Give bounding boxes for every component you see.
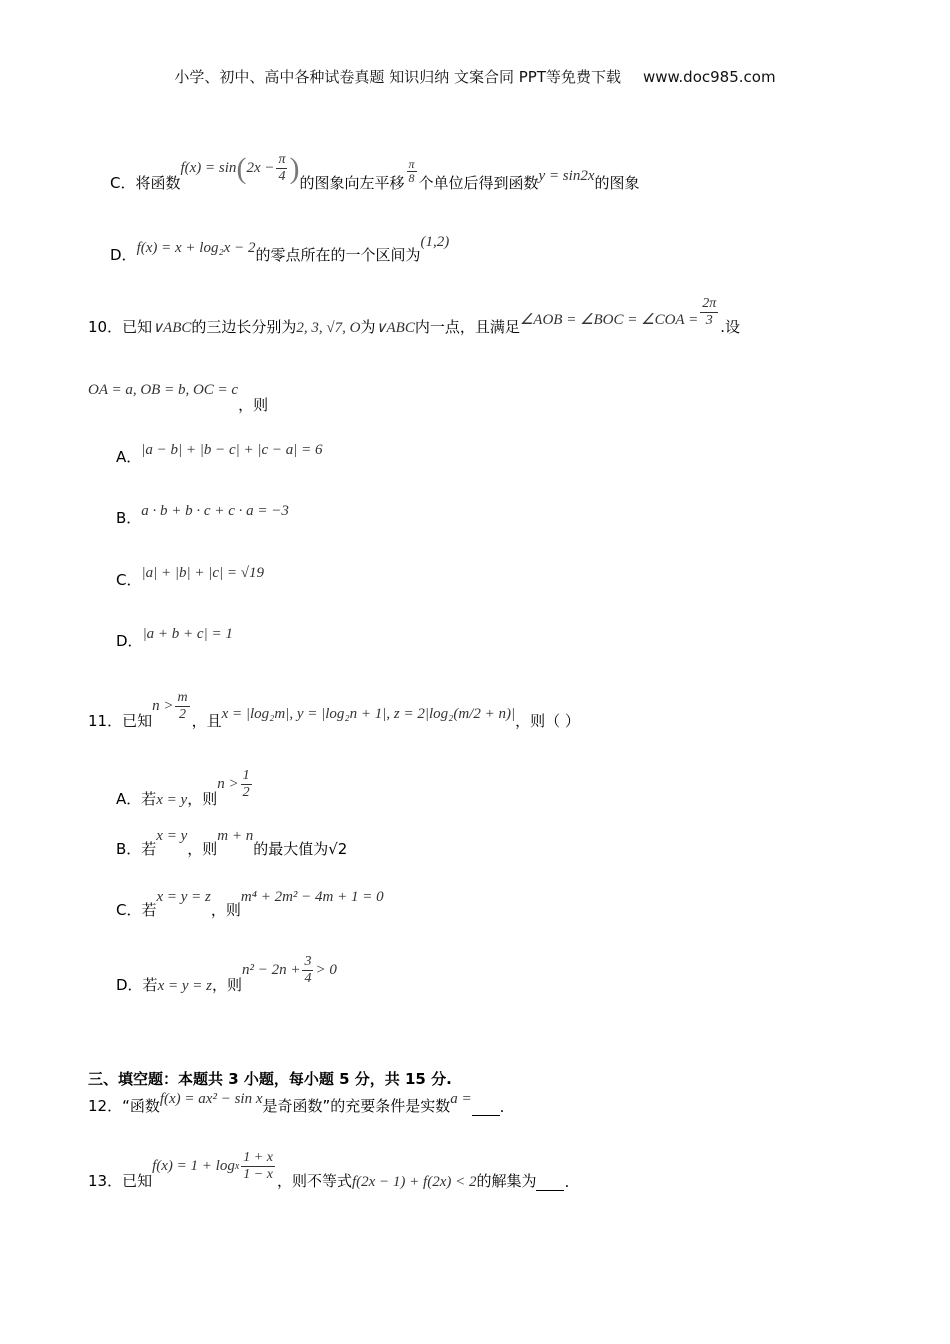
q10-angle-val: $\frac{2\pi}{3}$: [702, 296, 717, 328]
q9c-mid2: 个单位后得到函数: [418, 174, 539, 192]
q9c-expr: f(x) = sin ( 2x − $\frac{\pi}{4}$ ): [180, 151, 300, 185]
q11-stem1: 11．已知: [88, 712, 153, 730]
q9c-expr2: y = sin2x: [538, 168, 595, 184]
q9d-interval: (1,2): [420, 234, 450, 250]
q13-ineq: f(2x − 1) + f(2x) < 2: [351, 1174, 477, 1190]
section3-title: 三、填空题：本题共 3 小题，每小题 5 分，共 15 分.: [88, 1070, 452, 1088]
q12-stem2: 是奇函数”的充要条件是实数: [262, 1097, 451, 1115]
q11c-label: C．若: [116, 901, 157, 919]
q9d-expr: f(x) = x + log₂x − 2: [136, 240, 256, 256]
q11a-cond: x = y: [156, 792, 188, 808]
q10c-expr: |a| + |b| + |c| = √19: [141, 565, 264, 581]
page-header: [0, 66, 950, 87]
q11-defs: x = |log₂m|, y = |log₂n + 1|, z = 2|log₂(m/2 + n)|: [221, 706, 516, 722]
q9c-mid: 的图象向左平移: [299, 174, 405, 192]
q9c-end: 的图象: [594, 174, 640, 192]
q11b-label: B．若: [116, 840, 157, 858]
q11b-mid: ，则: [187, 840, 218, 858]
q10-stem2: 的三边长分别为: [191, 318, 297, 336]
q11b-cond: x = y: [156, 828, 188, 844]
header-site: www.doc985.com: [642, 68, 776, 86]
q11-cond: n > $\frac{m}{2}$: [152, 690, 188, 722]
q10-option-c: [116, 565, 264, 590]
q10-defs-line: [88, 382, 269, 414]
q10-tri: ∨ABC: [152, 320, 192, 336]
q13-stem2: ，则不等式: [276, 1172, 352, 1190]
q9c-shift: $\frac{\pi}{8}$: [408, 157, 415, 185]
q10-defs: OA = a, OB = b, OC = c: [88, 382, 239, 398]
q12-end: .: [499, 1098, 505, 1116]
q13-answer-blank[interactable]: [536, 1176, 564, 1191]
q10-option-d: [116, 626, 233, 651]
q10-option-a: [116, 442, 323, 467]
q11d-mid: ，则: [211, 976, 242, 994]
q11d-cond: x = y = z: [157, 978, 212, 994]
q11a-mid: ，则: [187, 790, 218, 808]
q10a-expr: |a − b| + |b − c| + |c − a| = 6: [141, 442, 323, 458]
header-text: 小学、初中、高中各种试卷真题 知识归纳 文案合同 PPT等免费下载: [174, 68, 621, 86]
q12-expr: f(x) = ax² − sin x: [159, 1091, 263, 1107]
q12-stem1: 12．“函数: [88, 1097, 160, 1115]
q11-stem3: ，则（ ）: [515, 712, 580, 730]
q10-angles: ∠AOB = ∠BOC = ∠COA =: [519, 312, 699, 328]
q10-stem6: ，则: [238, 396, 269, 414]
q13: [88, 1150, 570, 1191]
q11-option-d: [116, 954, 337, 995]
q10-stem4: 内一点，且满足: [414, 318, 520, 336]
q13-stem1: 13．已知: [88, 1172, 153, 1190]
q10b-label: B．: [116, 509, 142, 527]
q11b-end: 的最大值为√2: [253, 840, 348, 858]
q12: [88, 1091, 505, 1116]
q13-expr: f(x) = 1 + log x $\frac{1 + x}{1 - x}$: [152, 1150, 273, 1182]
q10-sides: 2, 3, √7, O: [296, 320, 361, 336]
q10d-expr: |a + b + c| = 1: [142, 626, 233, 642]
q12-var: a =: [450, 1091, 472, 1107]
q9-option-d: [110, 234, 450, 265]
q10-stem1: 10．已知: [88, 318, 153, 336]
q11d-label: D．若: [116, 976, 158, 994]
q11a-label: A．若: [116, 790, 157, 808]
q10d-label: D．: [116, 632, 143, 650]
q11-option-a: [116, 768, 254, 809]
q11c-mid: ，则: [210, 901, 241, 919]
q10-option-b: [116, 503, 289, 528]
q11c-cond: x = y = z: [156, 889, 211, 905]
q13-stem3: 的解集为: [476, 1172, 537, 1190]
q10-stem3: 为: [360, 318, 376, 336]
q9-option-c: [110, 151, 640, 193]
q11-stem2: ，且: [191, 712, 222, 730]
q12-answer-blank[interactable]: [472, 1101, 500, 1116]
q9d-mid: 的零点所在的一个区间为: [255, 246, 421, 264]
q10-stem: [88, 296, 740, 337]
q9d-label: D．: [110, 246, 137, 264]
q11b-res: m + n: [217, 828, 254, 844]
q10b-expr: a · b + b · c + c · a = −3: [141, 503, 289, 519]
q10a-label: A．: [116, 448, 142, 466]
q11-option-c: [116, 889, 384, 920]
q11c-res: m⁴ + 2m² − 4m + 1 = 0: [240, 889, 384, 905]
q13-end: .: [564, 1173, 570, 1191]
q10c-label: C．: [116, 571, 142, 589]
q11a-res: n > $\frac{1}{2}$: [217, 768, 250, 800]
q9c-label: C．将函数: [110, 174, 181, 192]
q11-stem: [88, 690, 580, 731]
q11-option-b: [116, 828, 348, 859]
q10-tri2: ∨ABC: [375, 320, 415, 336]
q10-stem5: .设: [720, 318, 740, 336]
q11d-res: n² − 2n + $\frac{3}{4}$ > 0: [241, 954, 337, 986]
